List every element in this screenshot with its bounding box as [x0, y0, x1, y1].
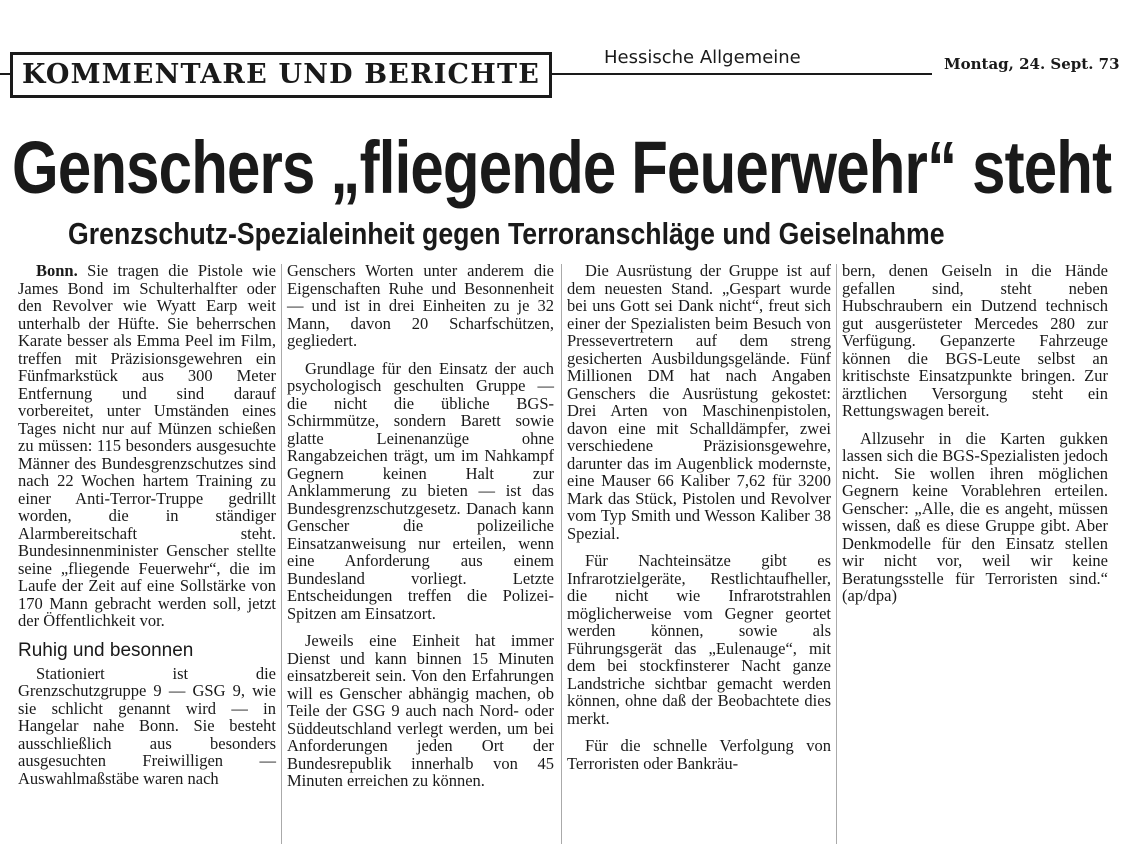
- paragraph: Genschers Worten unter anderem die Eigenschaften Ruhe und Besonnenheit — und ist in drei Einheiten zu je 32 Mann, davon 20 Scharfschützen, gegliedert.: [287, 261, 554, 350]
- paragraph: bern, denen Geiseln in die Hände gefallen sind, steht neben Hubschraubern ein Dutzend technisch gut ausgerüsteter Mercedes 280 zur Verfügung. Gepanzerte Fahrzeuge können die BGS-Leute selbst an kritischste Einsatzpunkte bringen. Zur ärztlichen Versorgung steht ein Rettungswagen bereit.: [842, 261, 1108, 420]
- paragraph: Die Ausrüstung der Gruppe ist auf dem neuesten Stand. „Gespart wurde bei uns Gott sei Dank nicht“, freut sich einer der Spezialisten beim Besuch von Pressevertretern auf dem streng gesicherten Ausbildungsgelände. Fünf Millionen DM hat nach Angaben Genschers die Ausrüstung gekostet: Drei Arten von Maschinenpistolen, davon eine mit Schalldämpfer, zwei verschiedene Präzisionsgewehre, darunter das im Augenblick modernste, eine Mauser 66 Kaliber 7,62 für 3200 Mark das Stück, Pistolen und Revolver vom Typ Smith und Wesson Kaliber 38 Spezial.: [567, 261, 831, 543]
- paragraph: Für die schnelle Verfolgung von Terroristen oder Bankräu-: [567, 736, 831, 773]
- paragraph: Stationiert ist die Grenzschutzgruppe 9 — GSG 9, wie sie schlicht genannt wird — in Hangelar nahe Bonn. Sie besteht ausschließlich aus besonders ausgesuchten Freiwilligen — Auswahlmaßstäbe waren nach: [18, 663, 276, 788]
- article-column-1: [18, 262, 276, 787]
- paragraph: Jeweils eine Einheit hat immer Dienst und kann binnen 15 Minuten einsatzbereit sein. Von den Erfahrungen will es Genscher abhängig machen, ob Teile der GSG 9 auch nach Nord- oder Süddeutschland verlegt werden, um bei Anforderungen jeden Ort der Bundesrepublik innerhalb von 45 Minuten erreichen zu können.: [287, 631, 554, 790]
- article-column-2: [287, 262, 554, 800]
- dateline: Bonn.: [36, 261, 78, 280]
- column-divider: [836, 264, 837, 844]
- paragraph: Allzusehr in die Karten gukken lassen sich die BGS-Spezialisten jedoch nicht. Sie wollen ihren möglichen Gegnern keine Vorablehren erteilen. Genscher: „Alle, die es angeht, müssen wissen, daß es diese Gruppe gibt. Aber Denkmodelle für den Einsatz stellen wir nicht vor, weil wir keine Beratungsstelle für Terroristen sind.“ (ap/dpa): [842, 428, 1108, 605]
- masthead-rule-left: [0, 73, 10, 75]
- paragraph-text: Sie tragen die Pistole wie James Bond im Schulterhalfter oder den Revolver wie Wyatt Earp weit unterhalb der Hüfte. Sie beherrschen Karate besser als Emma Peel im Film, treffen mit Präzisionsgewehren ein Fünfmarkstück aus 300 Meter Entfernung und sind darauf vorbereitet, unter Umständen eines Tages nicht nur auf Münzen schießen zu müssen: 115 besonders ausgesuchte Männer des Bundesgrenzschutzes sind nach 22 Wochen hartem Training zu einer Anti-Terror-Truppe gedrillt worden, die in ständiger Alarmbereitschaft steht. Bundesinnenminister Genscher stellte seine „fliegende Feuerwehr“, die im Laufe der Zeit auf eine Sollstärke von 170 Mann gebracht werden soll, jetzt der Öffentlichkeit vor.: [18, 261, 277, 630]
- article-subheadline: Grenzschutz-Spezialeinheit gegen Terroranschläge und Geiselnahme: [68, 216, 945, 251]
- column-divider: [561, 264, 562, 844]
- masthead-rule-right: [552, 73, 932, 75]
- paragraph: Grundlage für den Einsatz der auch psychologisch geschulten Gruppe — die nicht die übliche BGS-Schirmmütze, sondern Barett sowie glatte Leinenanzüge ohne Rangabzeichen trägt, um im Nahkampf Gegnern keinen Halt zur Anklammerung zu bieten — ist das Bundesgrenzschutzgesetz. Danach kann Genscher die polizeiliche Einsatzanweisung nur erteilen, wenn eine Anforderung aus einem Bundesland vorliegt. Letzte Entscheidungen treffen die Polizei-Spitzen am Einsatzort.: [287, 358, 554, 623]
- article-column-3: [567, 262, 831, 782]
- section-heading: Ruhig und besonnen: [18, 639, 194, 661]
- article-headline: Genschers „fliegende Feuerwehr“ steht: [12, 126, 1112, 209]
- paragraph: Für Nachteinsätze gibt es Infrarotzielgeräte, Restlichtaufheller, die nicht wie Infrarotstrahlen möglicherweise vom Gegner geortet werden können, sowie als Führungsgerät das „Eulenauge“, mit dem bei stockfinsterer Nacht ganze Landstriche sichtbar gemacht werden können, ohne daß der Beobachtete dies merkt.: [567, 551, 831, 728]
- paragraph: [18, 262, 276, 630]
- newspaper-name: Hessische Allgemeine: [604, 47, 801, 68]
- column-divider: [281, 264, 282, 844]
- article-column-4: [842, 262, 1108, 615]
- issue-date: Montag, 24. Sept. 73: [944, 55, 1120, 73]
- section-title: KOMMENTARE UND BERICHTE: [10, 52, 552, 98]
